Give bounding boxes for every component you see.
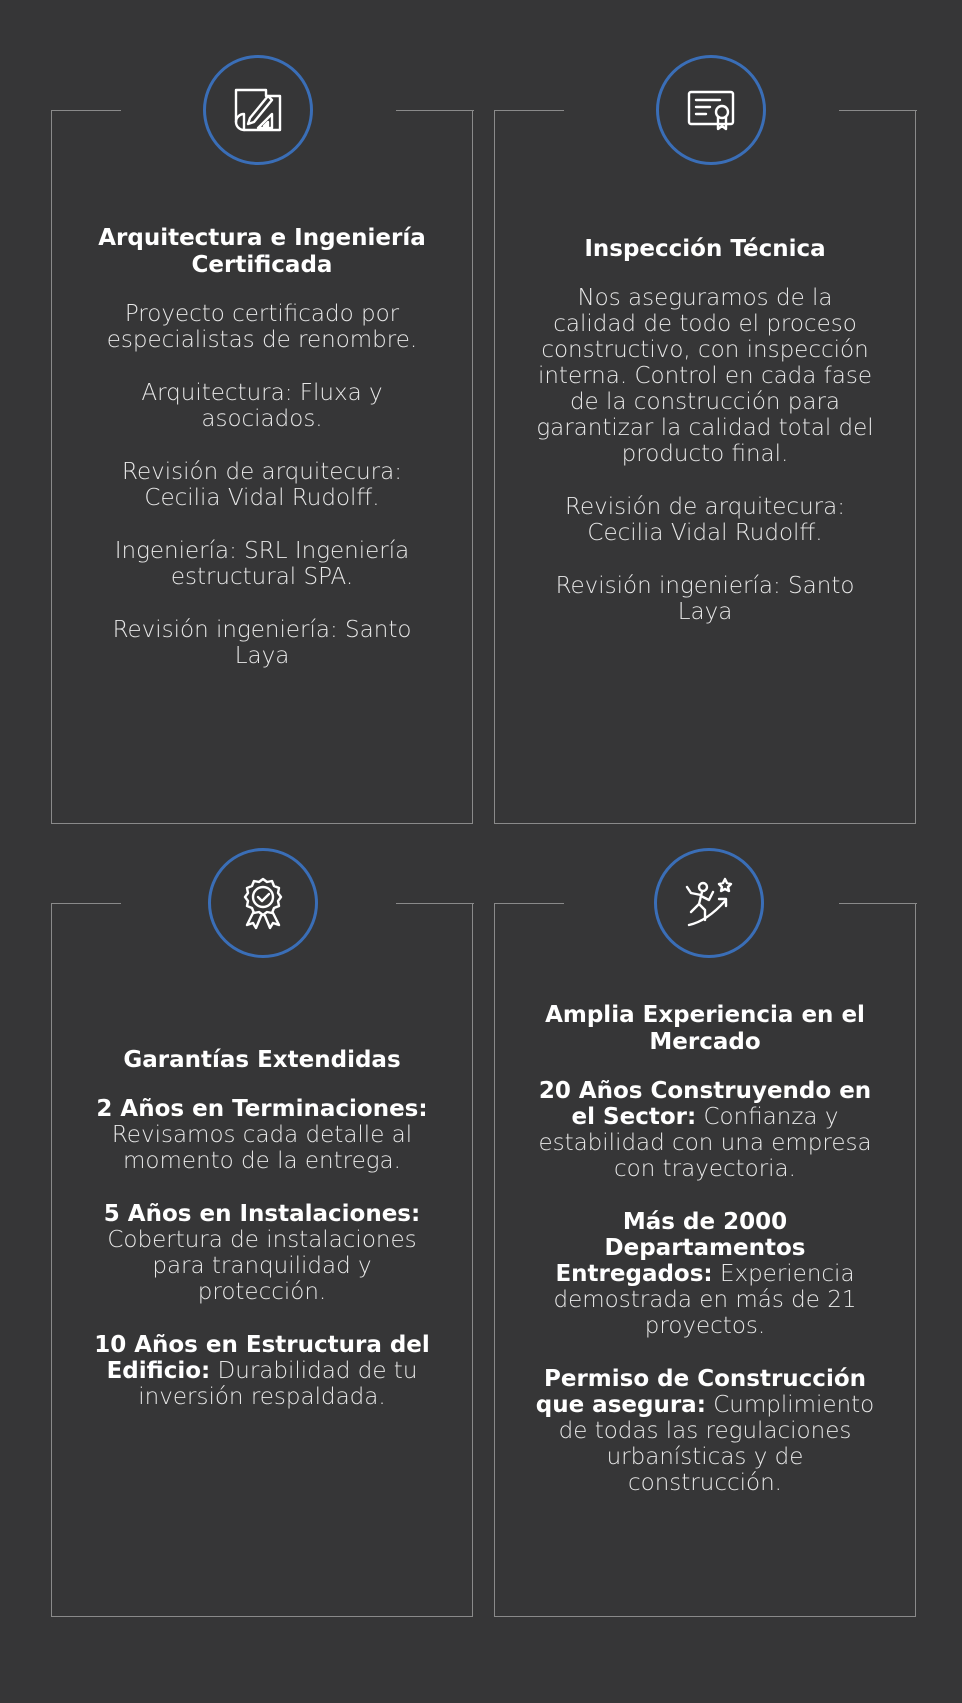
card-paragraph: Revisión de arquitecura: Cecilia Vidal Rudolff. — [122, 459, 402, 511]
card-inspection — [494, 110, 916, 824]
card-paragraph: Nos aseguramos de la calidad de todo el proceso constructivo, con inspección interna. Control en cada fase de la construcción para garantizar la calidad total del producto final. — [536, 285, 874, 467]
award-badge-icon — [233, 873, 293, 933]
climbing-person-icon — [679, 873, 739, 933]
card-paragraph: 10 Años en Estructura del Edificio: Durabilidad de tu inversión respaldada. — [94, 1332, 430, 1410]
card-title: Arquitectura e Ingeniería Certificada — [98, 225, 426, 278]
card-paragraph: Revisión ingeniería: Santo Laya — [112, 617, 412, 669]
card-title: Amplia Experiencia en el Mercado — [545, 1002, 865, 1055]
award-badge-icon-circle — [208, 848, 318, 958]
climbing-person-icon-circle — [654, 848, 764, 958]
card-paragraph: 5 Años en Instalaciones: Cobertura de instalaciones para tranquilidad y protección. — [103, 1201, 421, 1305]
card-paragraph: Arquitectura: Fluxa y asociados. — [141, 380, 383, 432]
card-paragraph: Revisión de arquitecura: Cecilia Vidal Rudolff. — [565, 494, 845, 546]
card-architecture — [51, 110, 473, 824]
certificate-icon — [681, 80, 741, 140]
card-paragraph: Permiso de Construcción que asegura: Cumplimiento de todas las regulaciones urbanísticas y de construcción. — [535, 1366, 875, 1496]
blueprint-icon-circle — [203, 55, 313, 165]
card-paragraph: Más de 2000 Departamentos Entregados: Experiencia demostrada en más de 21 proyectos. — [553, 1209, 857, 1339]
certificate-icon-circle — [656, 55, 766, 165]
card-experience — [494, 903, 916, 1617]
blueprint-icon — [228, 80, 288, 140]
card-paragraph: Revisión ingeniería: Santo Laya — [555, 573, 855, 625]
card-paragraph: 20 Años Construyendo en el Sector: Confianza y estabilidad con una empresa con trayectoria. — [538, 1078, 872, 1182]
card-title: Garantías Extendidas — [123, 1047, 401, 1073]
card-paragraph: Proyecto certificado por especialistas de renombre. — [106, 301, 418, 353]
card-paragraph: 2 Años en Terminaciones: Revisamos cada detalle al momento de la entrega. — [96, 1096, 428, 1174]
card-paragraph: Ingeniería: SRL Ingeniería estructural SPA. — [114, 538, 410, 590]
card-title: Inspección Técnica — [584, 236, 826, 262]
card-warranties — [51, 903, 473, 1617]
